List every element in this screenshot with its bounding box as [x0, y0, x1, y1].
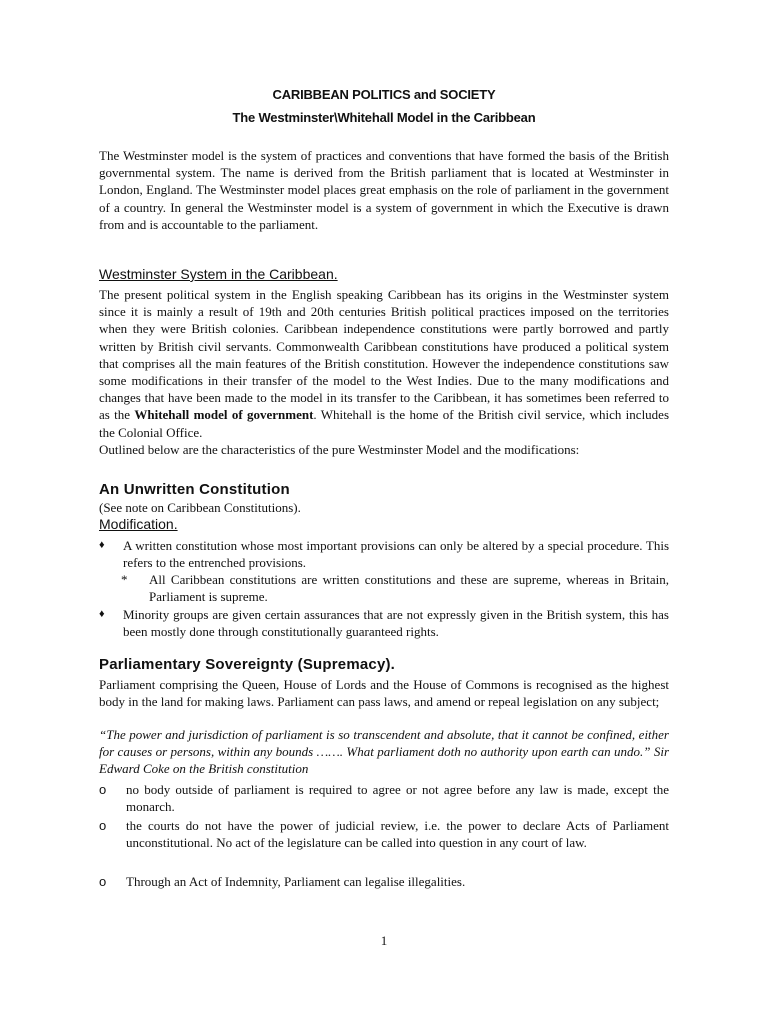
circle-bullet-icon: o [99, 782, 107, 797]
list-item-text: no body outside of parliament is required to agree or not agree before any law is made, except the monarch. [126, 782, 669, 815]
modification-heading: Modification. [99, 516, 178, 532]
paragraph-text: The present political system in the English speaking Caribbean has its origins in the Westminster system since it is mainly a result of 19th and 20th centuries British political practices imposed on the territories when they were British colonies. Caribbean independence constitutions were partly borrowed and partly written by British civil servants. Commonwealth Caribbean constitutions have produced a political system that comprises all the main features of the British constitution. However the independence constitutions saw some modifications in their transfer of the model to the West Indies. Due to the many modifications and changes that have been made to the model in its transfer to the Caribbean, it has sometimes been referred to as the [99, 287, 669, 423]
document-title: CARIBBEAN POLITICS and SOCIETY [272, 87, 496, 102]
outline-sentence: Outlined below are the characteristics of the pure Westminster Model and the modifications: [99, 441, 580, 457]
section-heading-parliamentary-sovereignty: Parliamentary Sovereignty (Supremacy). [99, 656, 396, 673]
document-subtitle: The Westminster\Whitehall Model in the Caribbean [232, 110, 536, 125]
circle-bullet-icon: o [99, 874, 107, 889]
section-heading-westminster-caribbean: Westminster System in the Caribbean. [99, 266, 338, 282]
diamond-bullet-icon: ♦ [99, 608, 105, 620]
list-item-text: A written constitution whose most important provisions can only be altered by a special procedure. This refers to the entrenched provisions. [123, 538, 669, 571]
list-item-text: Through an Act of Indemnity, Parliament can legalise illegalities. [126, 874, 466, 889]
constitution-note: (See note on Caribbean Constitutions). [99, 500, 301, 515]
parliament-paragraph: Parliament comprising the Queen, House of Lords and the House of Commons is recognised as the highest body in the land for making laws. Parliament can pass laws, and amend or repeal legislation on any subject; [99, 677, 669, 710]
circle-bullet-icon: o [99, 818, 107, 833]
list-item-text: Minority groups are given certain assurances that are not expressly given in the British system, this has been mostly done through constitutionally guaranteed rights. [123, 607, 669, 640]
intro-paragraph: The Westminster model is the system of practices and conventions that have formed the basis of the British governmental system. The name is derived from the British parliament that is located at Westminster in London, England. The Westminster model places great emphasis on the role of parliament in the government of a country. In general the Westminster model is a system of government in which the Executive is drawn from and is accountable to the parliament. [99, 148, 669, 232]
coke-quote: “The power and jurisdiction of parliament is so transcendent and absolute, that it cannot be confined, either for causes or persons, within any bounds ……. What parliament doth no authority upon earth can undo.” Sir Edward Coke on the British constitution [99, 727, 669, 777]
list-item-text: the courts do not have the power of judicial review, i.e. the power to declare Acts of Parliament unconstitutional. No act of the legislature can be called into question in any court of law. [126, 818, 669, 851]
westminster-caribbean-paragraph [99, 286, 669, 458]
diamond-bullet-icon: ♦ [99, 539, 105, 551]
asterisk-bullet-icon: * [121, 572, 128, 587]
list-item-text: All Caribbean constitutions are written constitutions and these are supreme, whereas in Britain, Parliament is supreme. [149, 572, 669, 605]
whitehall-term: Whitehall model of government [134, 407, 314, 423]
paragraph-text: . Whitehall is the home of the British civil service, which includes the Colonial Office. [99, 407, 670, 440]
section-heading-unwritten-constitution: An Unwritten Constitution [99, 481, 290, 498]
page-number: 1 [380, 933, 388, 948]
